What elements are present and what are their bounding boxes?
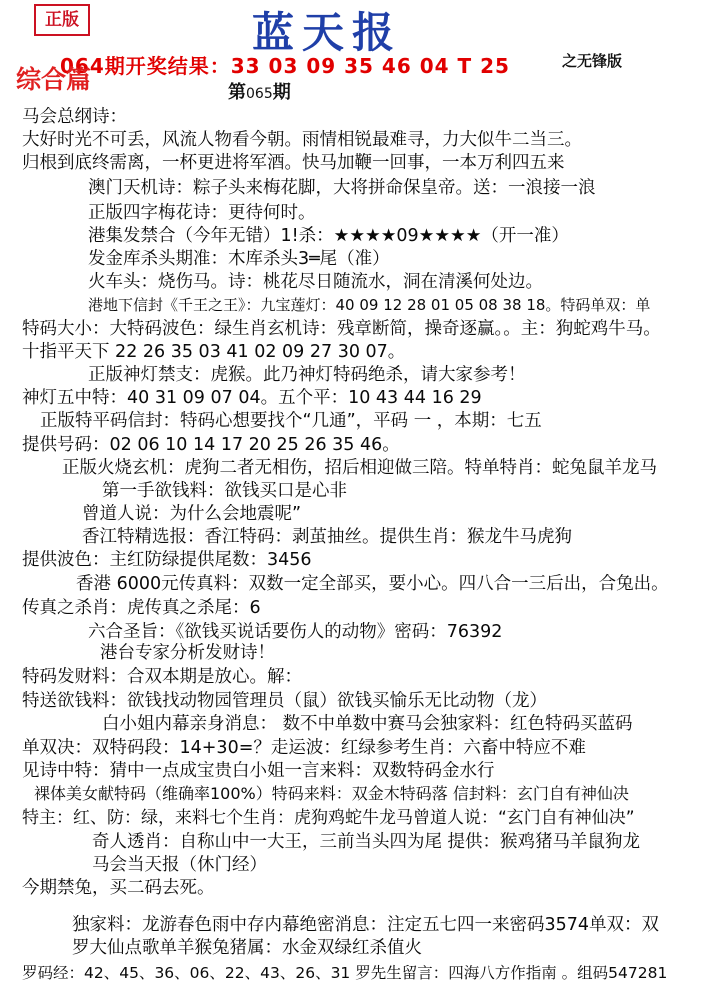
issue-num: 065 bbox=[246, 86, 273, 102]
text-line: 见诗中特：猜中一点成宝贵白小姐一言来料：双数特码金水行 bbox=[22, 761, 495, 781]
text-line: 神灯五中特：40 31 09 07 04。五个平：10 43 44 16 29 bbox=[22, 388, 482, 408]
edition-label: 之无锋版 bbox=[562, 52, 623, 70]
section-title: 综合篇 bbox=[16, 65, 92, 94]
draw-result: 064期开奖结果：33 03 09 35 46 04 T 25 bbox=[60, 54, 510, 78]
text-line: 特码大小：大特码波色：绿生肖玄机诗：残章断简，操奇逐赢。。主：狗蛇鸡牛马。 bbox=[22, 319, 661, 339]
text-line: 大好时光不可丢，风流人物看今朝。雨情相锐最难寻，力大似牛二当三。 bbox=[22, 130, 582, 150]
newspaper-title: 蓝天报 bbox=[252, 8, 403, 57]
issue-prefix: 第 bbox=[228, 82, 246, 103]
text-line: 罗码经：42、45、36、06、22、43、26、31 罗先生留言：四海八方作指南 。组码547281 bbox=[22, 964, 668, 982]
text-line: 正版火烧玄机：虎狗二者无相伤，招后相迎做三陪。特单特肖：蛇兔鼠羊龙马 bbox=[62, 458, 657, 478]
text-line: 单双决：双特码段：14+30=？走运波：红绿参考生肖：六畜中特应不难 bbox=[22, 738, 586, 758]
text-line: 马会总纲诗： bbox=[22, 107, 127, 127]
text-line: 特主：红、防：绿，来料七个生肖：虎狗鸡蛇牛龙马曾道人说：“玄门自有神仙决” bbox=[22, 808, 635, 828]
text-line: 曾道人说：为什么会地震呢” bbox=[82, 504, 302, 524]
text-line: 裸体美女献特码（维确率100%）特码来料：双金木特码落 信封料：玄门自有神仙决 bbox=[34, 784, 629, 803]
text-line: 正版四字梅花诗：更待何时。 bbox=[88, 203, 316, 223]
text-line: 今期禁兔，买二码去死。 bbox=[22, 878, 215, 898]
text-line: 六合圣旨：《欲钱买说话要伤人的动物》密码：76392 bbox=[88, 622, 503, 642]
text-line: 白小姐内幕亲身消息： 数不中单数中赛马会独家料：红色特码买蓝码 bbox=[102, 714, 633, 734]
text-line: 发金库杀头期准：木库杀头3═尾（准） bbox=[88, 249, 390, 269]
text-line: 港地下信封《千王之王》：九宝莲灯：40 09 12 28 01 05 08 38 18。特码单双：单 bbox=[88, 296, 651, 314]
text-line: 罗大仙点歌单羊猴兔猪属：水金双绿红杀值火 bbox=[72, 938, 422, 958]
text-line: 香港 6000元传真料：双数一定全部买，要小心。四八合一三后出，合兔出。 bbox=[76, 574, 669, 594]
text-line: 提供号码：02 06 10 14 17 20 25 26 35 46。 bbox=[22, 435, 400, 455]
text-line: 马会当天报（休门经） bbox=[92, 855, 267, 875]
issue-suffix: 期 bbox=[272, 82, 291, 103]
text-line: 火车头：烧伤马。诗：桃花尽日随流水，洞在清溪何处边。 bbox=[88, 272, 543, 292]
text-line: 港集发禁合（今年无错）1!杀：★★★★09★★★★（开一准） bbox=[88, 226, 569, 246]
text-line: 正版特平码信封：特码心想要找个“几通”，平码 一 ，本期：七五 bbox=[40, 411, 542, 431]
text-line: 正版神灯禁支：虎猴。此乃神灯特码绝杀，请大家参考！ bbox=[88, 365, 526, 385]
text-line: 澳门天机诗：粽子头来梅花脚，大将拼命保皇帝。送：一浪接一浪 bbox=[88, 178, 596, 198]
genuine-badge: 正版 bbox=[34, 4, 90, 36]
issue-number bbox=[228, 78, 291, 104]
text-line: 特送欲钱料：欲钱找动物园管理员（鼠）欲钱买愉乐无比动物（龙） bbox=[22, 691, 547, 711]
text-line: 归根到底终需离，一杯更进将军酒。快马加鞭一回事，一本万利四五来 bbox=[22, 153, 565, 173]
text-line: 奇人透肖：自称山中一大王，三前当头四为尾 提供：猴鸡猪马羊鼠狗龙 bbox=[92, 832, 641, 852]
text-line: 港台专家分析发财诗！ bbox=[100, 643, 275, 663]
text-line: 特码发财料：合双本期是放心。解： bbox=[22, 667, 302, 687]
text-line: 传真之杀肖：虎传真之杀尾：6 bbox=[22, 598, 261, 618]
text-line: 提供波色：主红防绿提供尾数：3456 bbox=[22, 550, 312, 570]
text-line: 十指平天下 22 26 35 03 41 02 09 27 30 07。 bbox=[22, 342, 406, 362]
text-line: 独家料：龙游春色雨中存内幕绝密消息：注定五七四一来密码3574单双：双 bbox=[72, 915, 660, 935]
text-line: 香江特精选报：香江特码：剥茧抽丝。提供生肖：猴龙牛马虎狗 bbox=[82, 527, 572, 547]
text-line: 第一手欲钱料：欲钱买口是心非 bbox=[102, 481, 347, 501]
